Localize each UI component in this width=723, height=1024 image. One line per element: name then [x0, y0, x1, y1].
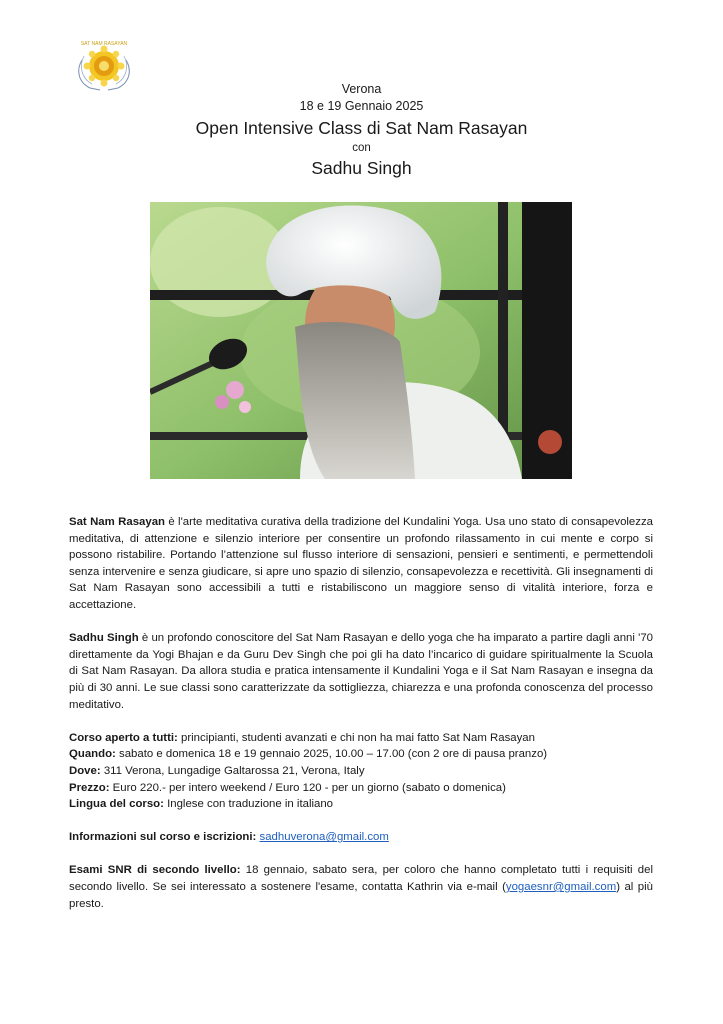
- detail-where: [69, 763, 653, 780]
- exam-email-link[interactable]: yogaesnr@gmail.com: [505, 881, 617, 894]
- detail-value: 311 Verona, Lungadige Galtarossa 21, Verona, Italy: [100, 764, 365, 777]
- detail-label: Quando:: [69, 748, 116, 761]
- bio-paragraph: [69, 630, 653, 713]
- detail-audience: [69, 730, 653, 747]
- teacher-portrait-icon: [150, 202, 572, 479]
- detail-when: [69, 746, 653, 763]
- detail-value: sabato e domenica 18 e 19 gennaio 2025, 10.00 – 17.00 (con 2 ore di pausa pranzo): [115, 748, 548, 761]
- detail-label: Corso aperto a tutti:: [69, 731, 178, 744]
- exam-text: 18 gennaio, sabato sera, per coloro che hanno completato tutti i requisiti del secondo livello. Se sei interessato a sostenere l'esame, contatta Kathrin via e-mail (: [69, 864, 653, 894]
- event-con: con: [352, 142, 371, 154]
- bio-text: è un profondo conoscitore del Sat Nam Rasayan e dello yoga che ha imparato a partire dagli anni '70 direttamente da Yogi Bhajan e da Guru Dev Singh che poi gli ha dato l’incarico di guidare spiritualmente la Scuola di Sat Nam Rasayan. Da allora studia e pratica intensamente il Kundalini Yoga e il Sat Nam Rasayan e insegna da più di 30 anni. Le sue classi sono caratterizzate da sottigliezza, chiarezza e una profonda conoscenza del processo meditativo.: [69, 632, 653, 711]
- intro-term: Sat Nam Rasayan: [69, 516, 165, 528]
- detail-price: [69, 780, 653, 797]
- detail-label: Lingua del corso:: [69, 798, 164, 811]
- detail-value: principianti, studenti avanzati e chi non ha mai fatto Sat Nam Rasayan: [177, 731, 535, 744]
- event-title: Open Intensive Class di Sat Nam Rasayan: [195, 118, 528, 138]
- intro-paragraph: [69, 514, 653, 614]
- event-date: 18 e 19 Gennaio 2025: [299, 99, 424, 113]
- teacher-name: Sadhu Singh: [311, 158, 412, 178]
- detail-language: [69, 796, 653, 813]
- info-line: [69, 829, 653, 846]
- intro-text: è l'arte meditativa curativa della tradizione del Kundalini Yoga. Usa uno stato di consapevolezza meditativa, di attenzione e silenzio interiore per consentire un profondo rilassamento in cui mente e corpo si possono ristabilire. Portando l’attenzione sul flusso interiore di sensazioni, pensieri e sentimenti, e permettendoli senza intervenire e senza giudicare, si apre uno spazio di silenzio, consapevolezza e recettività. Gli insegnamenti di Sat Nam Rasayan sono accessibili a tutti e ristabiliscono un maggiore senso di vitalità interiore, forza e accettazione.: [69, 516, 653, 611]
- detail-value: Euro 220.- per intero weekend / Euro 120 - per un giorno (sabato o domenica): [109, 781, 506, 794]
- exam-text-end: ) al più presto.: [69, 881, 653, 910]
- info-label: Informazioni sul corso e iscrizioni:: [69, 831, 257, 844]
- exam-label: Esami SNR di secondo livello:: [69, 864, 241, 877]
- exam-paragraph: [69, 862, 653, 912]
- svg-text:SAT NAM RASAYAN: SAT NAM RASAYAN: [80, 41, 128, 47]
- info-email-link[interactable]: sadhuverona@gmail.com: [259, 831, 389, 844]
- detail-label: Prezzo:: [69, 781, 110, 794]
- detail-label: Dove:: [69, 764, 101, 777]
- body-content: [69, 514, 653, 912]
- event-city: Verona: [341, 82, 382, 96]
- detail-value: Inglese con traduzione in italiano: [163, 798, 334, 811]
- bio-term: Sadhu Singh: [69, 632, 139, 645]
